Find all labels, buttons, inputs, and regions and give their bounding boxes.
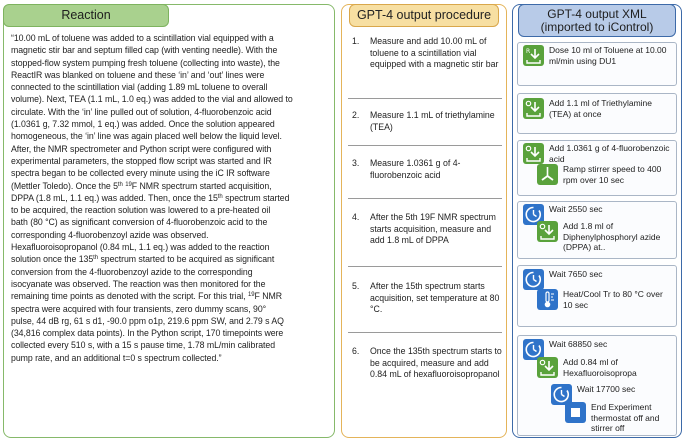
reaction-line: solution once the 135th spectrum started to be acquired as significant [11,254,275,265]
add-icon [523,143,544,164]
xml-item-text: Add 1.0361 g of 4-fluorobenzoic acid [549,143,670,164]
xml-item-text: Wait 68850 sec [549,339,608,349]
procedure-step [352,36,504,71]
xml-item-text: Wait 7650 sec [549,269,603,279]
add-icon [523,98,544,119]
reaction-line: corresponding 4-fluorobenzoyl azide was observed. [11,229,209,240]
reaction-line: remaining time points as denoted with the script. For this trial, $^{19}$F NMR [11,291,282,302]
xml-title: GPT-4 output XML [547,6,647,21]
reaction-line: (1.0361 g, 7.32 mmol, 1 eq.) was added. Once the solution appeared [11,119,275,130]
reaction-line: pulse, 44 dB rg, 61 s d1, -90.0 ppm o1p, 219.6 ppm SW, and 2.79 s AQ [11,315,284,326]
step-number: 2. [352,110,360,120]
thermometer-icon [537,289,558,310]
reaction-line: experimental parameters, the stopped flow script was started and IR [11,155,272,166]
xml-item [523,98,673,119]
procedure-step [352,110,504,133]
xml-item-text: Wait 2550 sec [549,204,603,214]
xml-item [523,143,673,164]
procedure-step [352,281,504,316]
gpt-procedure-panel [341,4,507,438]
xml-item [537,164,673,185]
xml-item-text: Add 0.84 ml of Hexafluoroisopropa [563,357,637,378]
step-number: 1. [352,36,360,46]
reaction-line: volume). Next, TEA (1.1 mL, 1.0 eq.) was added to the vial and allowed to [11,94,293,105]
reaction-line: magnetic stir bar and septum filled cap (with venting needle). With the [11,45,278,56]
step-divider [348,198,502,199]
step-text: After the 5th 19F NMR spectrum starts acquisition, measure and add 1.8 mL of DPPA [370,212,496,246]
xml-item [537,357,673,378]
step-text: Once the 135th spectrum starts to be acquired, measure and add 0.84 mL of hexafluoroisopropanol [370,346,502,380]
dose-icon [523,45,544,66]
step-divider [348,98,502,99]
step-text: After the 15th spectrum starts acquisition, set temperature at 80 °C. [370,281,500,315]
step-number: 6. [352,346,360,356]
reaction-line: homogeneous, the ‘in’ line was again placed well below the liquid level. [11,131,282,142]
step-number: 3. [352,158,360,168]
reaction-text [11,32,331,364]
procedure-step [352,212,504,247]
step-text: Measure 1.0361 g of 4-fluorobenzoic acid [370,158,461,180]
step-text: Measure and add 10.00 mL of toluene to a scintillation vial equipped with a magnetic stir bar [370,36,499,70]
xml-output-header [518,4,676,37]
reaction-line: collected every 510 s, with a 15 s pause time, 1.78 mL/min calibrated [11,340,276,351]
step-text: Measure 1.1 mL of triethylamine (TEA) [370,110,495,132]
add-icon [537,357,558,378]
xml-item-text: Heat/Cool Tr to 80 °C over 10 sec [563,289,663,310]
xml-item-text: Add 1.1 ml of Triethylamine (TEA) at once [549,98,652,119]
reaction-line: circulate. With the ‘in’ line pulled out of solution, 4-fluorobenzoic acid [11,106,272,117]
step-divider [348,266,502,267]
reaction-line: pump rate, and an additional t=0 s spectrum collected.” [11,352,222,363]
xml-item [565,402,675,434]
reaction-line: (Mettler Toledo). Once the 5th $^{19}$F NMR spectrum started acquisition, [11,180,272,191]
reaction-line: stopped-flow system pumping fresh toluene (collecting into waste), the [11,57,280,68]
reaction-line: (34,816 complex data points). In the Python script, 170 timepoints were [11,328,284,339]
xml-item-text: Wait 17700 sec [577,384,636,394]
wait-icon [523,269,544,290]
procedure-step [352,346,504,381]
reaction-header: Reaction [3,4,169,27]
xml-item-text: Ramp stirrer speed to 400 rpm over 10 sec [563,164,662,185]
reaction-line: ReactIR was blanked on toluene and these ‘in’ and ‘out’ lines were [11,69,265,80]
reaction-line: to be acquired, the reaction solution was lowered to a pre-heated oil [11,205,271,216]
stirrer-icon [537,164,558,185]
gpt-procedure-header: GPT-4 output procedure [349,4,499,27]
stop-icon [565,402,586,423]
step-number: 5. [352,281,360,291]
step-number: 4. [352,212,360,222]
xml-item [523,45,673,66]
procedure-step [352,158,504,181]
xml-item-text: Add 1.8 ml of Diphenylphosphoryl azide (DPPA) at.. [563,221,661,253]
step-divider [348,332,502,333]
reaction-line: “10.00 mL of toluene was added to a scintillation vial equipped with a [11,33,274,43]
xml-subtitle: (imported to iControl) [540,19,654,34]
reaction-line: After, the NMR spectrometer and Python script were configured with [11,143,272,154]
reaction-line: conversion from the 4-fluorobenzoyl azide to the corresponding [11,266,253,277]
xml-item [523,269,673,290]
add-icon [537,221,558,242]
xml-item-text: End Experiment thermostat off and stirrer off [591,402,660,434]
step-divider [348,145,502,146]
xml-output-panel [512,4,682,438]
reaction-line: spectra were acquired with four transients, zero dummy scans, 90° [11,303,267,314]
reaction-line: Hexafluoroisopropanol (0.84 mL, 1.1 eq.) was added to the reaction [11,242,270,253]
reaction-panel [3,4,335,438]
svg-text:R: R [526,48,531,55]
xml-item [537,289,673,310]
reaction-line: bath (80 °C) as significant conversion of 4-fluorobenzoic acid to the [11,217,268,228]
xml-item [537,221,673,253]
reaction-line: DPPA (1.8 mL, 1.1 eq.) was added. Then, once the 15th spectrum started [11,192,290,203]
reaction-line: connected to the scintillation vial (adding 1.89 mL toluene to overall [11,82,268,93]
reaction-line: isocyanate was observed. The reaction was then monitored for the [11,278,266,289]
xml-item-text: Dose 10 ml of Toluene at 10.00 ml/min using DU1 [549,45,667,66]
reaction-line: spectra began to be collected every minute using the iC IR software [11,168,270,179]
